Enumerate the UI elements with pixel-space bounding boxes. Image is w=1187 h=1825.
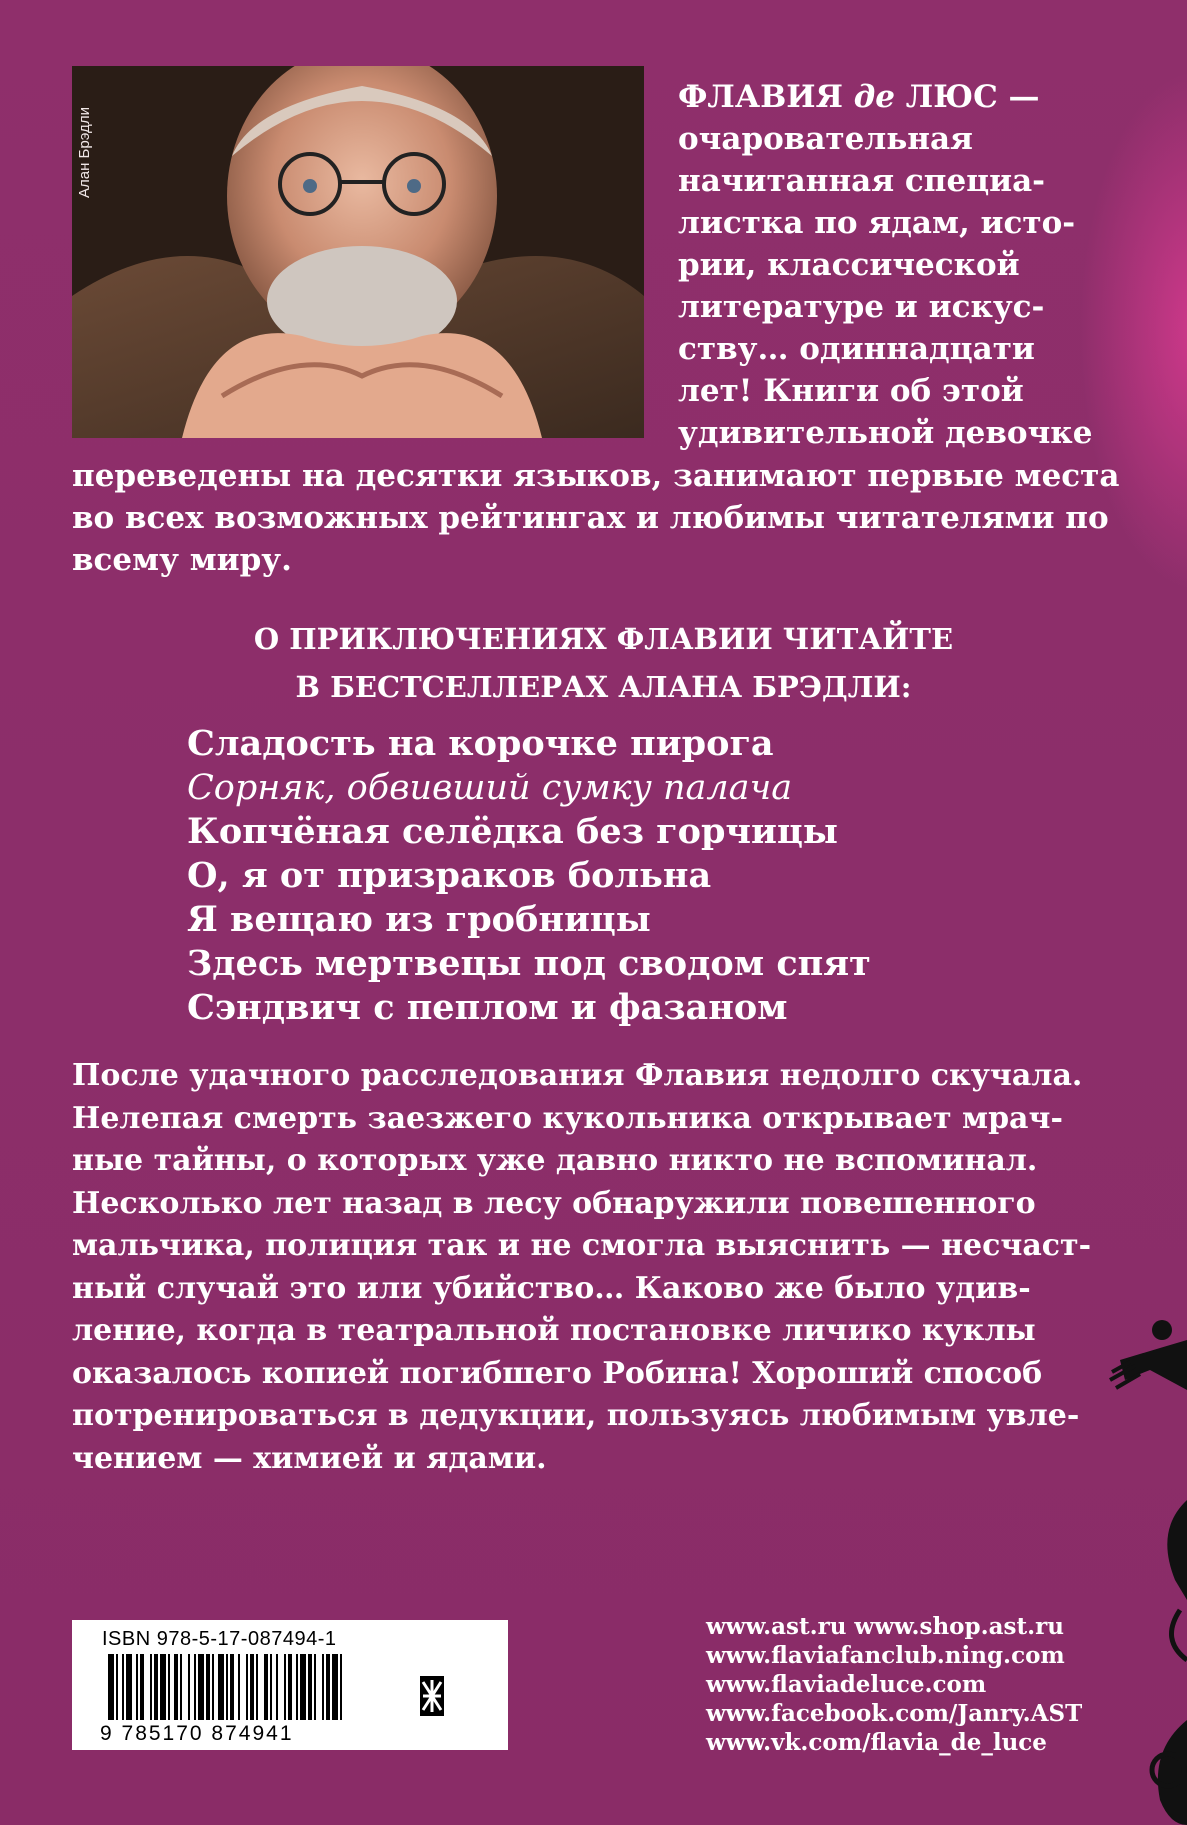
barcode-bar [194,1654,196,1720]
barcode-bar [122,1654,124,1720]
publisher-lantern-logo-icon [404,1642,460,1734]
text-line: литературе и искус- [678,289,1045,325]
text-line: удивительной девочке [678,415,1093,451]
barcode-bar [188,1654,190,1720]
barcode-bar [116,1654,118,1720]
book-list [187,722,871,1030]
barcode-bar [270,1654,272,1720]
intro-heading [678,76,1040,118]
book-title: Сладость на корочке пирога [187,723,774,764]
text-line: во всех возможных рейтингах и любимы читателями по [72,500,1109,536]
barcode-bar [256,1654,258,1720]
book-title: Здесь мертвецы под сводом спят [187,943,871,984]
barcode-bar [238,1654,240,1720]
barcode-bar [264,1654,268,1720]
barcode-bar [168,1654,170,1720]
heading-line: О ПРИКЛЮЧЕНИЯХ ФЛАВИИ ЧИТАЙТЕ [253,622,954,656]
website-link: www.flaviafanclub.ning.com [706,1642,1065,1669]
barcode-bar [308,1654,312,1720]
barcode-bar [288,1654,292,1720]
website-link: www.facebook.com/Janry.AST [706,1700,1083,1727]
barcode-bar [340,1654,342,1720]
author-photo [72,66,644,438]
barcode-digits: 9 785170 874941 [100,1722,294,1745]
website-link: www.ast.ru www.shop.ast.ru [706,1613,1064,1640]
text-line: оказалось копией погибшего Робина! Хороший способ [72,1355,1043,1391]
barcode-bar [154,1654,158,1720]
text-line: потренироваться в дедукции, пользуясь любимым увле- [72,1398,1080,1433]
character-name-particle: де [853,79,895,115]
text-line: листка по ядам, исто- [678,205,1076,241]
barcode-bar [326,1654,330,1720]
barcode-bar [160,1654,166,1720]
text-line: очаровательная [678,121,973,157]
barcode-bar [136,1654,138,1720]
text-line: ление, когда в театральной постановке личико куклы [72,1313,1036,1348]
barcode-bar [180,1654,182,1720]
barcode-bar [108,1654,114,1720]
barcode-bar [250,1654,254,1720]
website-link: www.flaviadeluce.com [706,1671,987,1698]
barcode-bar [126,1654,132,1720]
book-title: Я вещаю из гробницы [187,899,651,940]
text-line: чением — химией и ядами. [72,1440,547,1476]
barcode-bar [218,1654,224,1720]
text-line: ные тайны, о которых уже давно никто не вспоминал. [72,1143,1038,1178]
intro-text-wide [72,455,1119,581]
isbn-text: ISBN 978-5-17-087494-1 [102,1628,337,1650]
book-title: Сорняк, обвивший сумку палача [187,768,793,808]
photo-credit: Алан Брэдли [76,107,93,198]
heading-line: В БЕСТСЕЛЛЕРАХ АЛАНА БРЭДЛИ: [295,670,912,704]
barcode-bar [140,1654,144,1720]
text-line: После удачного расследования Флавия недолго скучала. [72,1058,1083,1093]
text-line: лет! Книги об этой [678,373,1024,409]
barcode-bar [212,1654,214,1720]
character-name-part: ЛЮС — [894,79,1040,115]
text-line: начитанная специа- [678,163,1046,199]
series-heading [0,615,1187,711]
barcode-bar [300,1654,306,1720]
character-name-part: ФЛАВИЯ [678,79,854,115]
synopsis [72,1055,1091,1480]
text-line: рии, классической [678,247,1020,283]
barcode-bar [150,1654,152,1720]
website-link: www.vk.com/flavia_de_luce [706,1729,1047,1756]
barcode-bar [246,1654,248,1720]
barcode-bar [276,1654,278,1720]
barcode-bar [296,1654,298,1720]
barcode-bar [174,1654,178,1720]
text-line: мальчика, полиция так и не смогла выяснить — несчаст- [72,1228,1092,1263]
text-line: Нелепая смерть заезжего кукольника открывает мрач- [72,1100,1063,1136]
barcode-bar [332,1654,338,1720]
barcode-bar [322,1654,324,1720]
barcode-bar [226,1654,228,1720]
text-line: ству… одиннадцати [678,331,1035,367]
book-title: Копчёная селёдка без горчицы [187,811,838,852]
decorative-silhouette-icon [1100,1300,1187,1825]
barcode-bar [198,1654,204,1720]
website-links [706,1612,1082,1757]
text-line: Несколько лет назад в лесу обнаружили повешенного [72,1185,1036,1221]
barcode-bars-icon [108,1654,438,1720]
text-line: всему миру. [72,542,292,578]
intro-text-narrow [678,118,1092,454]
barcode-bar [284,1654,286,1720]
barcode-bar [206,1654,210,1720]
book-title: О, я от призраков больна [187,855,712,896]
book-title: Сэндвич с пеплом и фазаном [187,987,788,1028]
barcode-bar [230,1654,234,1720]
text-line: переведены на десятки языков, занимают первые места [72,458,1120,494]
barcode-bar [314,1654,316,1720]
text-line: ный случай это или убийство… Каково же было удив- [72,1270,1031,1306]
